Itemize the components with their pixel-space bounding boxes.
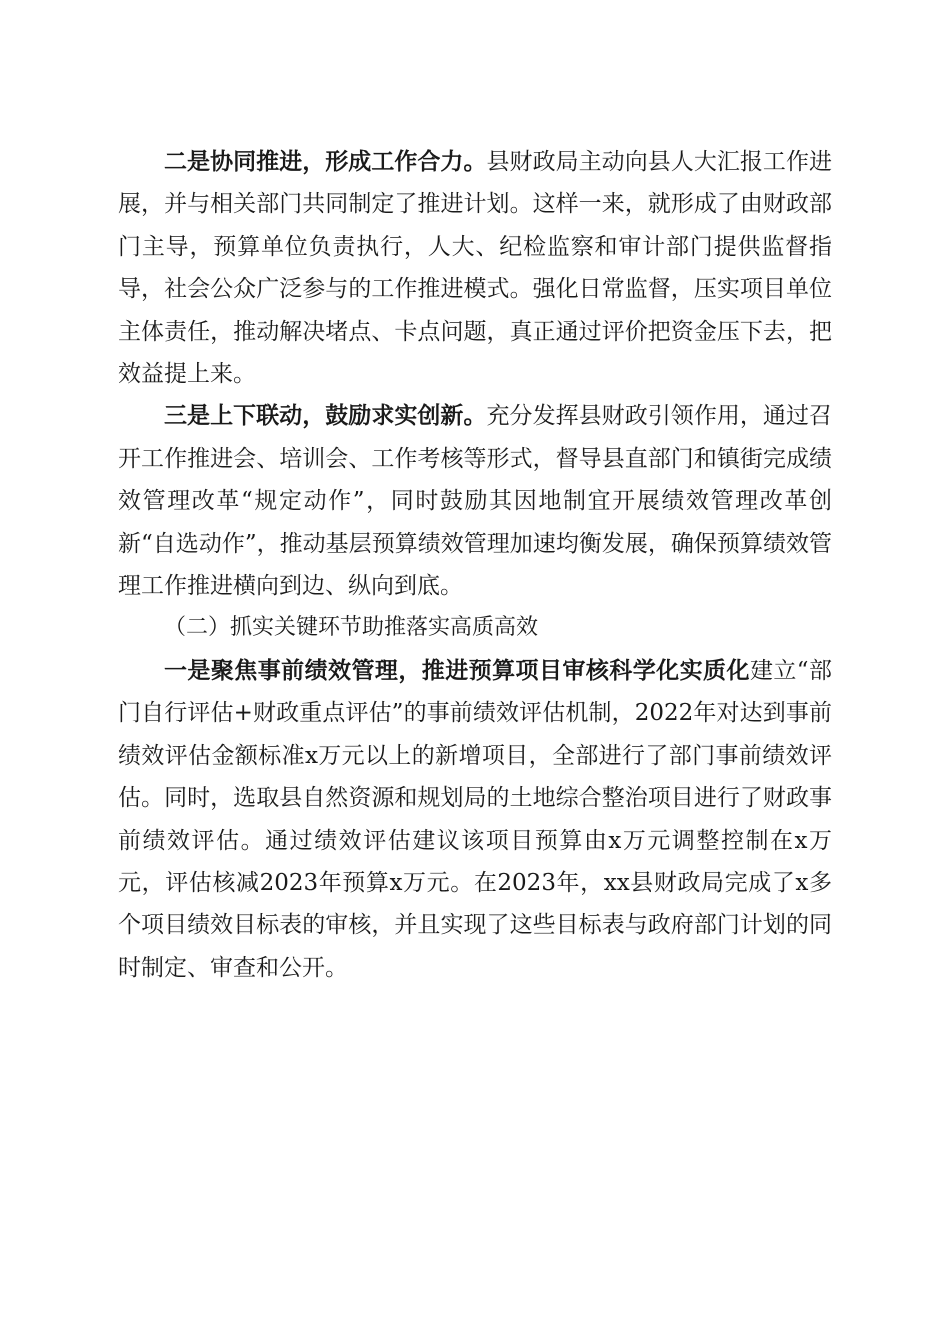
paragraph-ex-ante-performance xyxy=(118,650,832,989)
section-heading: （二）抓实关键环节助推落实高质高效 xyxy=(164,615,539,641)
paragraph-lead: 三是上下联动，鼓励求实创新。 xyxy=(164,402,487,430)
paragraph-lead: 一是聚焦事前绩效管理，推进预算项目审核科学化实质化 xyxy=(164,656,750,684)
paragraph-coordinated-advance xyxy=(118,141,832,395)
paragraph-text: 建立“部门自行评估+财政重点评估”的事前绩效评估机制，2022年对达到事前绩效评估金额标准x万元以上的新增项目，全部进行了部门事前绩效评估。同时，选取县自然资源和规划局的土地综合整治项目进行了财政事前绩效评估。通过绩效评估建议该项目预算由x万元调整控制在x万元，评估核减2023年预算x万元。在2023年，xx县财政局完成了x多个项目绩效目标表的审核，并且实现了这些目标表与政府部门计划的同时制定、审查和公开。 xyxy=(118,657,833,981)
paragraph-text: 充分发挥县财政引领作用，通过召开工作推进会、培训会、工作考核等形式，督导县直部门和镇街完成绩效管理改革“规定动作”，同时鼓励其因地制宜开展绩效管理改革创新“自选动作”，推动基层预算绩效管理加速均衡发展，确保预算绩效管理工作推进横向到边、纵向到底。 xyxy=(118,403,833,600)
paragraph-lead: 二是协同推进，形成工作合力。 xyxy=(164,148,487,175)
paragraph-linked-innovation xyxy=(118,395,832,607)
document-body xyxy=(118,141,832,989)
paragraph-text: 县财政局主动向县人大汇报工作进展，并与相关部门共同制定了推进计划。这样一来，就形成了由财政部门主导，预算单位负责执行，人大、纪检监察和审计部门提供监督指导，社会公众广泛参与的工作推进模式。强化日常监督，压实项目单位主体责任，推动解决堵点、卡点问题，真正通过评价把资金压下去，把效益提上来。 xyxy=(118,149,833,388)
